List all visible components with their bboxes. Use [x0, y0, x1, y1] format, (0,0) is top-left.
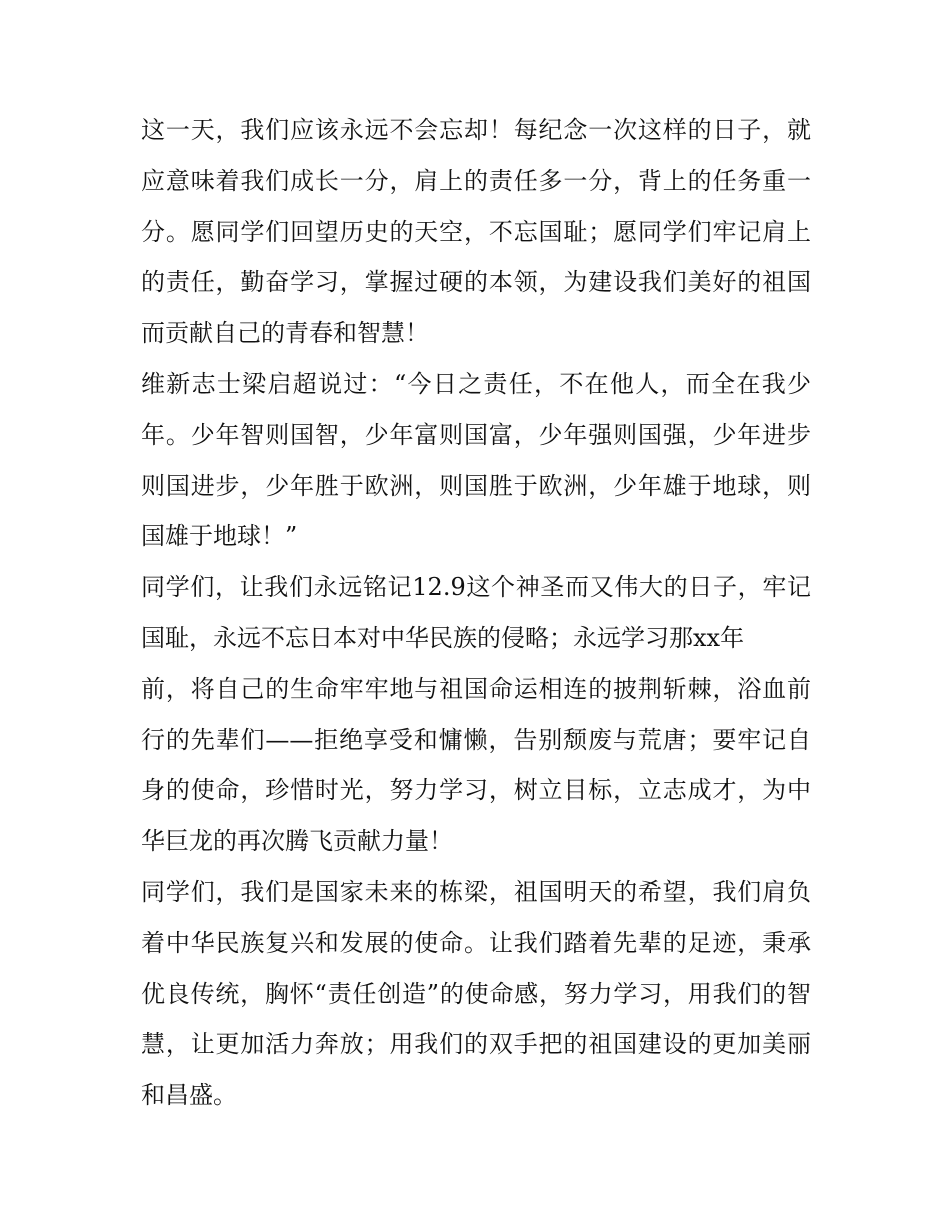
- text-line: 国耻，永远不忘日本对中华民族的侵略；永远学习那xx年: [141, 623, 745, 652]
- text-line: 华巨龙的再次腾飞贡献力量！: [141, 827, 453, 856]
- text-line: 分。愿同学们回望历史的天空，不忘国耻；愿同学们牢记肩上: [141, 217, 811, 246]
- text-line: 慧，让更加活力奔放；用我们的双手把的祖国建设的更加美丽: [141, 1030, 811, 1059]
- text-line: 同学们，我们是国家未来的栋梁，祖国明天的希望，我们肩负: [141, 877, 811, 906]
- text-line: 前，将自己的生命牢牢地与祖国命运相连的披荆斩棘，浴血前: [141, 674, 811, 703]
- text-line: 维新志士梁启超说过：“今日之责任，不在他人，而全在我少: [141, 369, 811, 398]
- text-line: 着中华民族复兴和发展的使命。让我们踏着先辈的足迹，秉承: [141, 928, 811, 957]
- document-body: [141, 105, 811, 1121]
- text-line: 这一天，我们应该永远不会忘却！每纪念一次这样的日子，就: [141, 116, 811, 144]
- text-line: 和昌盛。: [141, 1081, 237, 1110]
- text-line: 应意味着我们成长一分，肩上的责任多一分，背上的任务重一: [141, 166, 811, 195]
- text-line: 身的使命，珍惜时光，努力学习，树立目标，立志成才，为中: [141, 776, 811, 805]
- text-line: 的责任，勤奋学习，掌握过硬的本领，为建设我们美好的祖国: [141, 268, 811, 297]
- text-line: 同学们，让我们永远铭记12.9这个神圣而又伟大的日子，牢记: [141, 573, 811, 602]
- text-line: 则国进步，少年胜于欧洲，则国胜于欧洲，少年雄于地球，则: [141, 471, 811, 500]
- text-line: 而贡献自己的青春和智慧！: [141, 319, 429, 348]
- text-line: 行的先辈们——拒绝享受和慵懒，告别颓废与荒唐；要牢记自: [141, 725, 811, 754]
- text-line: 优良传统，胸怀“责任创造”的使命感，努力学习，用我们的智: [141, 979, 811, 1008]
- text-line: 国雄于地球！”: [141, 522, 298, 551]
- text-line: 年。少年智则国智，少年富则国富，少年强则国强，少年进步: [141, 420, 811, 449]
